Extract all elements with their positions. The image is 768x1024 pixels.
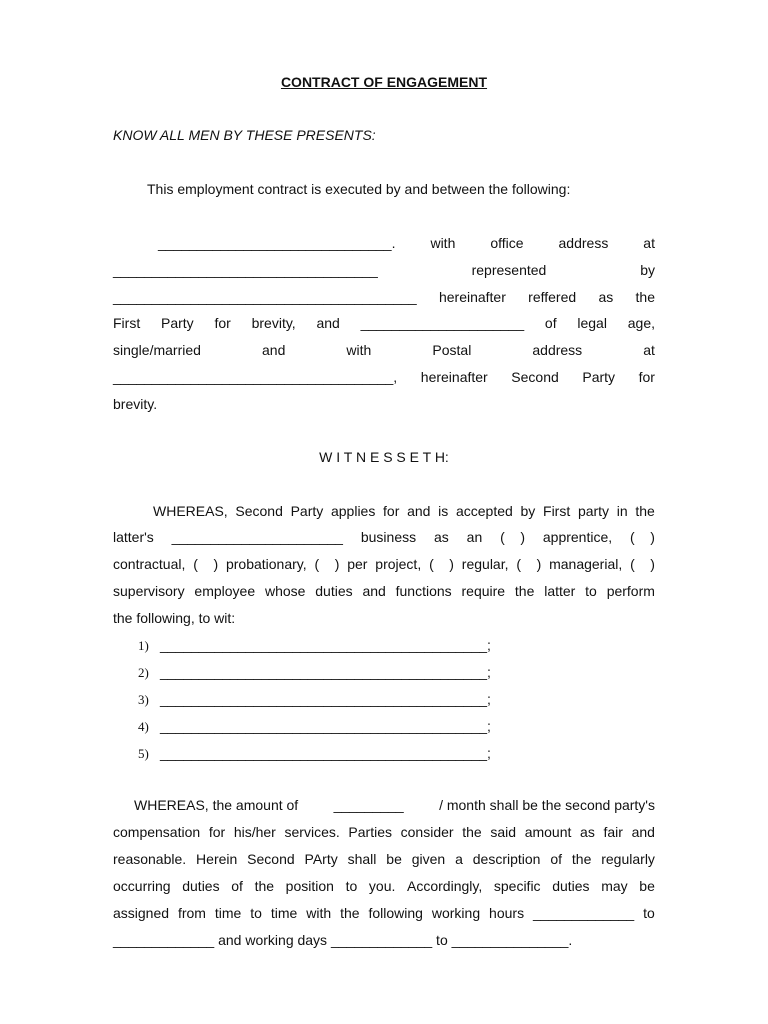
word: and <box>631 824 655 840</box>
word: legal <box>577 315 607 331</box>
whereas-line <box>153 501 655 521</box>
word: require <box>461 583 506 599</box>
party-line <box>113 367 655 387</box>
word: and <box>407 503 431 519</box>
word: applies <box>330 503 376 519</box>
word: PArty <box>304 851 338 867</box>
word: _________ <box>333 797 404 813</box>
word: from <box>177 905 206 921</box>
word: for <box>208 824 226 840</box>
word: First <box>543 503 571 519</box>
word: time <box>270 905 298 921</box>
word: regularly <box>601 851 655 867</box>
word: an <box>466 529 483 545</box>
word: time <box>214 905 242 921</box>
word: with <box>346 342 372 358</box>
party-line <box>158 233 655 253</box>
compensation-line <box>134 795 655 815</box>
word: the <box>462 824 482 840</box>
word: whose <box>264 583 306 599</box>
word: accepted <box>455 503 513 519</box>
word: by <box>640 262 655 278</box>
word: ( ) <box>500 529 525 545</box>
word: brevity, <box>251 315 296 331</box>
word: as <box>598 289 614 305</box>
word: employee <box>194 583 256 599</box>
word: per <box>347 556 368 572</box>
word: for <box>214 315 231 331</box>
word: duties <box>315 583 353 599</box>
word: single/married <box>113 342 201 358</box>
word: with <box>430 235 456 251</box>
word: you. <box>368 878 396 894</box>
document-heading: KNOW ALL MEN BY THESE PRESENTS: <box>113 127 376 143</box>
word: in <box>616 503 628 519</box>
word: apprentice, <box>542 529 613 545</box>
word: Second <box>247 851 295 867</box>
word: regular, <box>461 556 509 572</box>
word: contractual, <box>113 556 186 572</box>
word: and <box>316 315 340 331</box>
witnesseth-heading: W I T N E S S E T H: <box>319 449 449 465</box>
word: services. <box>284 824 340 840</box>
word: functions <box>395 583 452 599</box>
word: WHEREAS, <box>153 503 228 519</box>
word: as <box>580 824 595 840</box>
word: project, <box>375 556 422 572</box>
intro-paragraph: This employment contract is executed by and between the following: <box>147 181 571 197</box>
word: is <box>438 503 449 519</box>
word: the <box>635 503 655 519</box>
word: Party <box>161 315 194 331</box>
word: be <box>386 851 402 867</box>
word: occurring <box>113 878 171 894</box>
word: managerial, <box>549 556 623 572</box>
word: latter's <box>113 529 154 545</box>
word: duties <box>552 878 590 894</box>
compensation-line <box>113 849 655 869</box>
word: ____________________________________, <box>113 369 398 385</box>
compensation-line <box>113 876 655 896</box>
whereas-line <box>113 554 655 574</box>
word: business <box>360 529 417 545</box>
duty-item <box>138 635 491 655</box>
word: the <box>571 851 592 867</box>
word: address <box>532 342 583 358</box>
word: the <box>514 583 535 599</box>
compensation-line <box>113 822 655 842</box>
duty-blank: __________________________________________; <box>160 637 491 653</box>
word: Accordingly, <box>407 878 483 894</box>
duty-number: 3) <box>138 692 149 707</box>
duty-blank: __________________________________________; <box>160 691 491 707</box>
word: shall <box>347 851 377 867</box>
word: consider <box>400 824 454 840</box>
word: hereinafter <box>438 289 506 305</box>
whereas-line <box>113 581 655 601</box>
word: compensation <box>113 824 201 840</box>
word: perform <box>606 583 655 599</box>
party-line <box>113 340 655 360</box>
word: said <box>490 824 517 840</box>
word: the <box>635 289 655 305</box>
word: ( ) <box>630 556 655 572</box>
word: and <box>362 583 386 599</box>
word: to <box>250 905 262 921</box>
duty-number: 5) <box>138 746 149 761</box>
word: age, <box>627 315 655 331</box>
word: Second <box>235 503 283 519</box>
word: to <box>585 583 597 599</box>
word: hours <box>489 905 525 921</box>
duty-item <box>138 662 491 682</box>
word: latter <box>544 583 576 599</box>
duty-number: 2) <box>138 665 149 680</box>
word: probationary, <box>225 556 307 572</box>
word: ( ) <box>314 556 340 572</box>
duty-item <box>138 689 491 709</box>
duty-number: 1) <box>138 638 149 653</box>
duty-item <box>138 716 491 736</box>
word: position <box>285 878 334 894</box>
duty-blank: __________________________________________; <box>160 718 491 734</box>
word: hereinafter <box>420 369 488 385</box>
word: _____________ <box>533 905 635 921</box>
word: ( ) <box>193 556 219 572</box>
word: represented <box>471 262 547 278</box>
whereas-line-last: the following, to wit: <box>113 610 236 626</box>
word: Postal <box>432 342 472 358</box>
word: amount <box>524 824 572 840</box>
word: Parties <box>348 824 392 840</box>
word: a <box>455 851 463 867</box>
word: to <box>345 878 358 894</box>
word: at <box>643 235 655 251</box>
word: ( ) <box>630 529 655 545</box>
word: reasonable. <box>113 851 187 867</box>
word: Party <box>290 503 324 519</box>
party-line <box>113 313 655 333</box>
word: to <box>643 905 655 921</box>
word: by <box>520 503 536 519</box>
word: party <box>577 503 610 519</box>
word: _____________________ <box>360 315 525 331</box>
word: be <box>639 878 655 894</box>
word: WHEREAS, the amount of <box>134 797 299 813</box>
word: ( ) <box>429 556 454 572</box>
word: his/her <box>233 824 276 840</box>
word: specific <box>493 878 541 894</box>
word: the <box>340 905 360 921</box>
word: Second <box>511 369 559 385</box>
word: the <box>254 878 275 894</box>
word: Herein <box>196 851 238 867</box>
word: at <box>643 342 655 358</box>
word: working <box>431 905 481 921</box>
word: First <box>113 315 141 331</box>
word: Party <box>582 369 616 385</box>
compensation-line-last: _____________ and working days _____________ to _______________. <box>113 932 573 948</box>
word: and <box>262 342 286 358</box>
word: for <box>383 503 400 519</box>
word: reffered <box>528 289 577 305</box>
word: _______________________________________ <box>113 289 417 305</box>
word: given <box>411 851 446 867</box>
party-line <box>113 287 655 307</box>
word: of <box>231 878 243 894</box>
word: supervisory <box>113 583 185 599</box>
word: following <box>368 905 423 921</box>
word: __________________________________ <box>113 262 378 278</box>
duty-blank: __________________________________________; <box>160 745 491 761</box>
party-line-last: brevity. <box>113 396 158 412</box>
whereas-line <box>113 527 655 547</box>
duty-number: 4) <box>138 719 149 734</box>
word: duties <box>182 878 220 894</box>
word: may <box>601 878 628 894</box>
duty-blank: __________________________________________; <box>160 664 491 680</box>
duty-item <box>138 743 491 763</box>
compensation-line <box>113 903 655 923</box>
word: office <box>490 235 524 251</box>
document-title: CONTRACT OF ENGAGEMENT <box>280 74 488 90</box>
word: fair <box>603 824 623 840</box>
party-line <box>113 260 655 280</box>
word: address <box>558 235 609 251</box>
word: assigned <box>113 905 170 921</box>
word: as <box>433 529 449 545</box>
word: of <box>544 315 557 331</box>
word: / month shall be the second party's <box>439 797 655 813</box>
word: description <box>472 851 541 867</box>
word: of <box>550 851 563 867</box>
word: ( ) <box>516 556 542 572</box>
word: ______________________________. <box>158 235 396 251</box>
word: ______________________ <box>171 529 343 545</box>
word: with <box>306 905 332 921</box>
word: for <box>638 369 655 385</box>
